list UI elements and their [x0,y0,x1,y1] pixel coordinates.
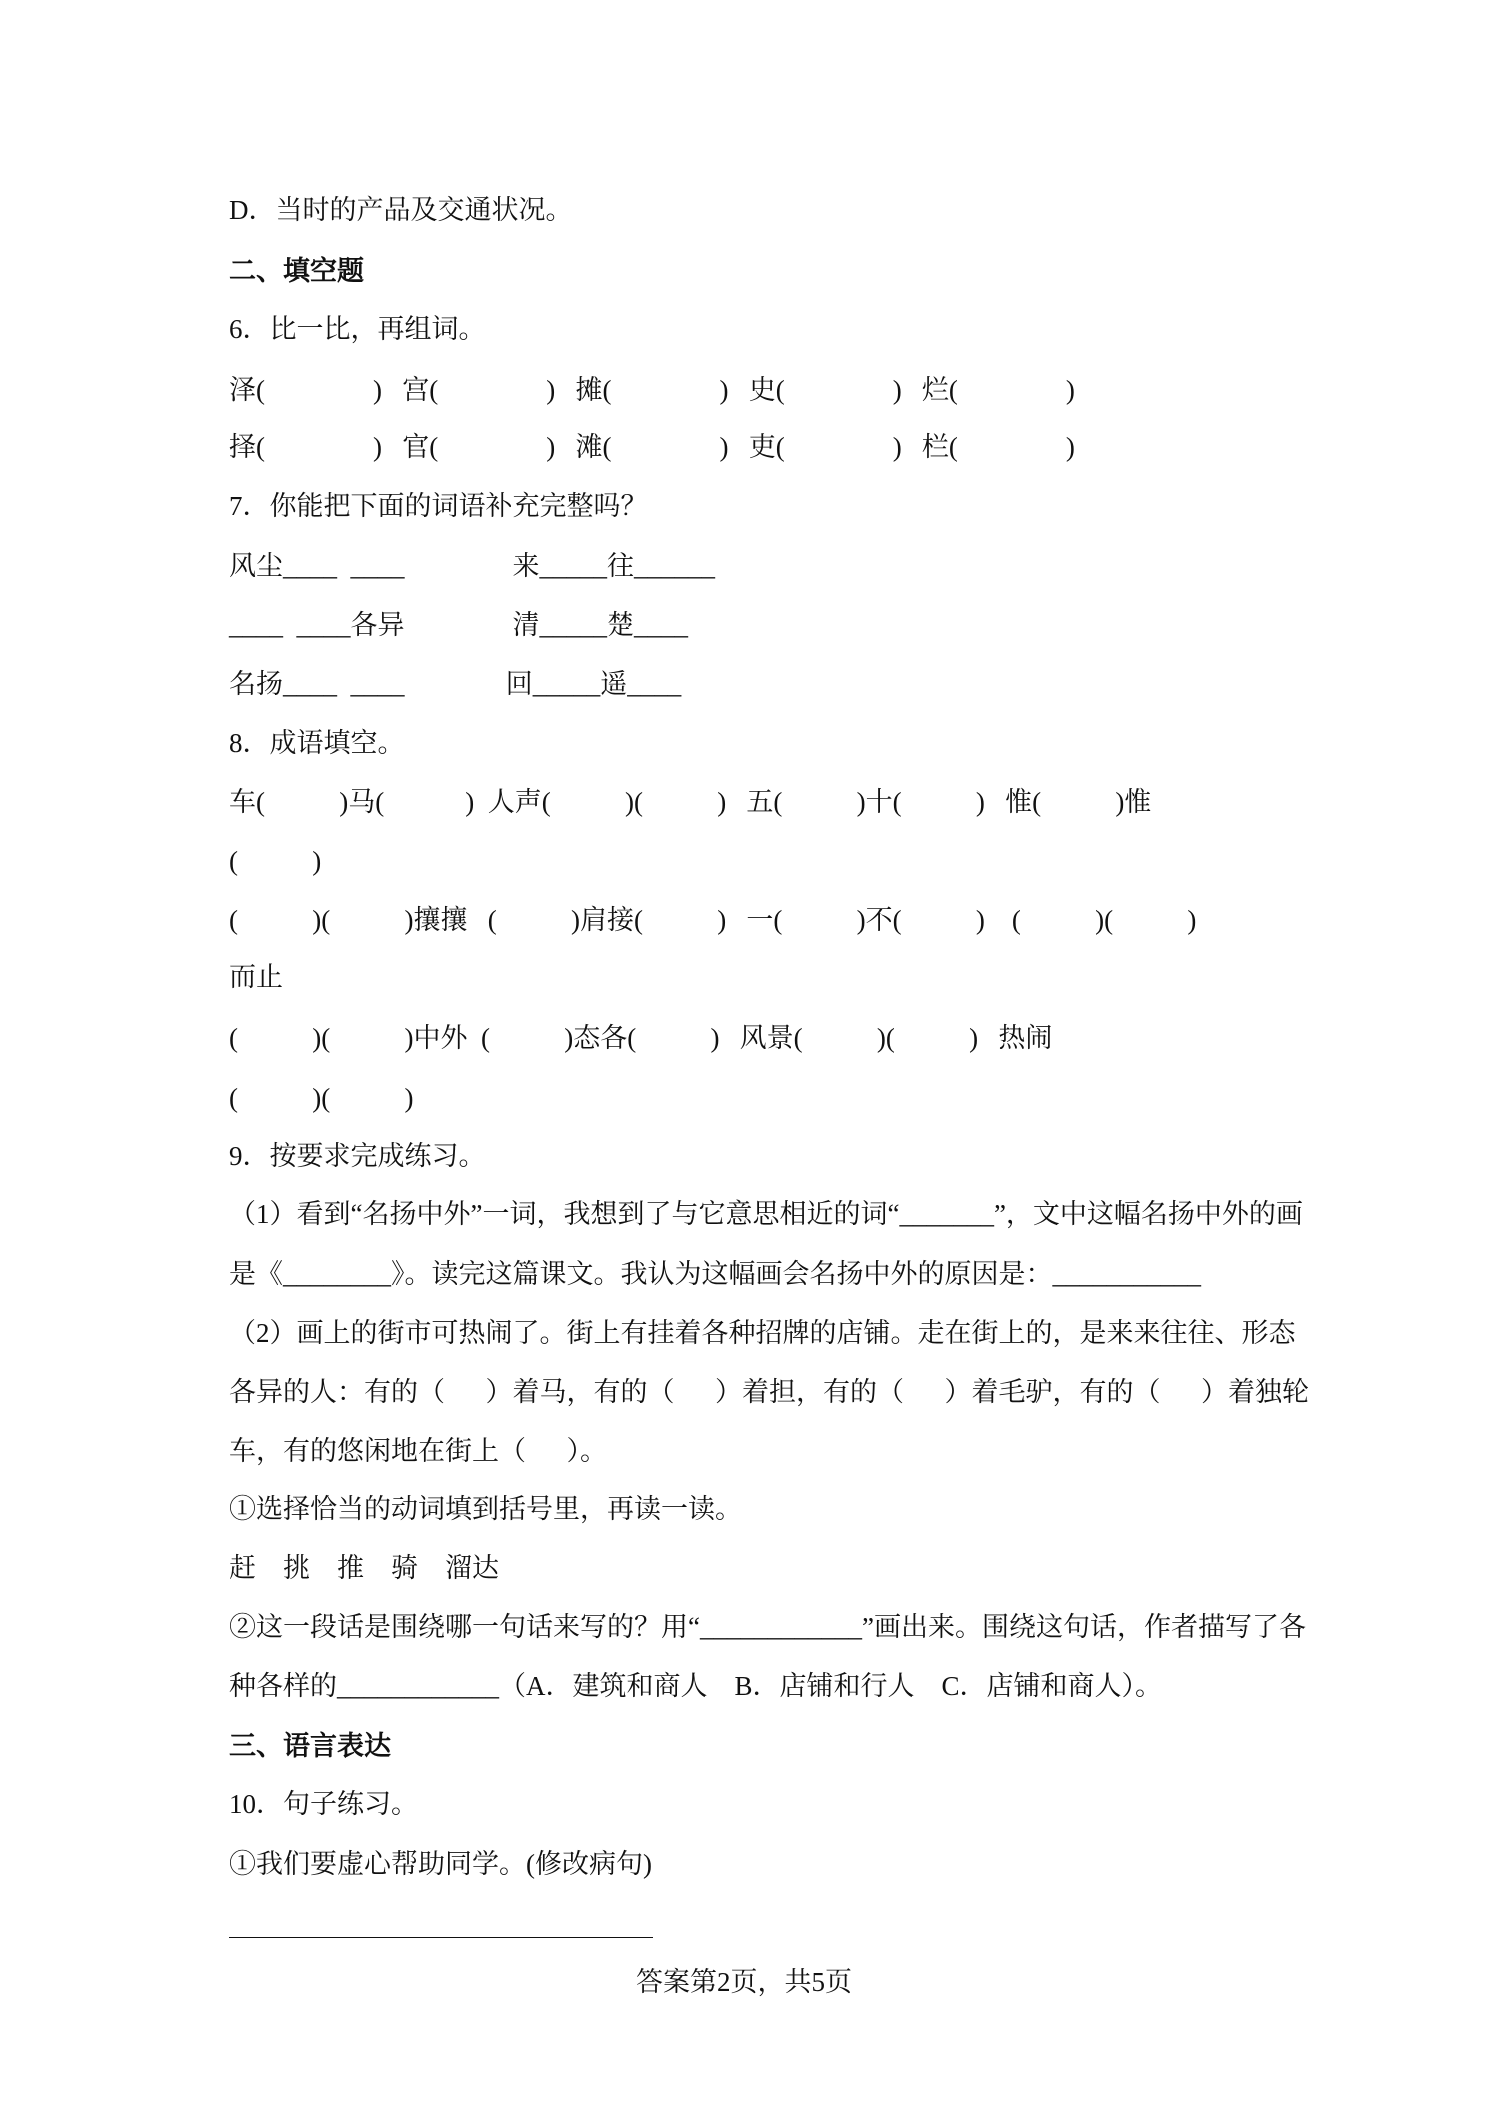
q8-row: ( )( )攘攘 ( )肩接( ) 一( )不( ) ( )( ) [229,905,1197,935]
q6-row: 择( ) 官( ) 滩( ) 吏( ) 栏( ) [229,432,1075,462]
section2-title: 二、填空题 [229,256,364,286]
q8-row: 而止 [229,962,283,992]
q9-paragraph: （2）画上的街市可热闹了。街上有挂着各种招牌的店铺。走在街上的，是来来往往、形态 [229,1318,1296,1348]
q9-word-choices: 赶 挑 推 骑 溜达 [229,1553,499,1583]
q5-option-d: D．当时的产品及交通状况。 [229,195,573,225]
q9-sub1: ①选择恰当的动词填到括号里，再读一读。 [229,1494,742,1524]
q8-row: ( )( )中外 ( )态各( ) 风景( )( ) 热闹 [229,1023,1053,1053]
q9-sub2: ②这一段话是围绕哪一句话来写的？用“____________”画出来。围绕这句话，作者描写了各 [229,1612,1306,1642]
q7-row: ____ ____各异 清_____楚____ [229,610,688,640]
q8-title: 8．成语填空。 [229,728,405,758]
q9-paragraph: （1）看到“名扬中外”一词，我想到了与它意思相近的词“_______”，文中这幅名扬中外的画 [229,1199,1303,1229]
q8-row: 车( )马( ) 人声( )( ) 五( )十( ) 惟( )惟 [229,787,1152,817]
q9-title: 9．按要求完成练习。 [229,1141,486,1171]
q7-row: 风尘____ ____ 来_____往______ [229,551,715,581]
answer-line [229,1937,653,1938]
q9-sub2: 种各样的____________（A．建筑和商人 B．店铺和行人 C．店铺和商人）。 [229,1671,1163,1701]
q10-title: 10．句子练习。 [229,1789,418,1819]
q7-title: 7．你能把下面的词语补充完整吗？ [229,491,648,521]
q8-row: ( ) [229,846,322,876]
page-footer: 答案第2页，共5页 [636,1967,852,1997]
q6-title: 6．比一比，再组词。 [229,314,486,344]
q10-sentence1: ①我们要虚心帮助同学。(修改病句) [229,1849,652,1879]
q6-row: 泽( ) 宫( ) 摊( ) 史( ) 烂( ) [229,375,1075,405]
q9-paragraph: 是《________》。读完这篇课文。我认为这幅画会名扬中外的原因是：___________ [229,1259,1201,1289]
q7-row: 名扬____ ____ 回_____遥____ [229,669,682,699]
q9-paragraph: 车，有的悠闲地在街上（ ）。 [229,1436,607,1466]
section3-title: 三、语言表达 [229,1731,391,1761]
q9-paragraph: 各异的人：有的（ ）着马，有的（ ）着担，有的（ ）着毛驴，有的（ ）着独轮 [229,1377,1309,1407]
q8-row: ( )( ) [229,1083,414,1113]
